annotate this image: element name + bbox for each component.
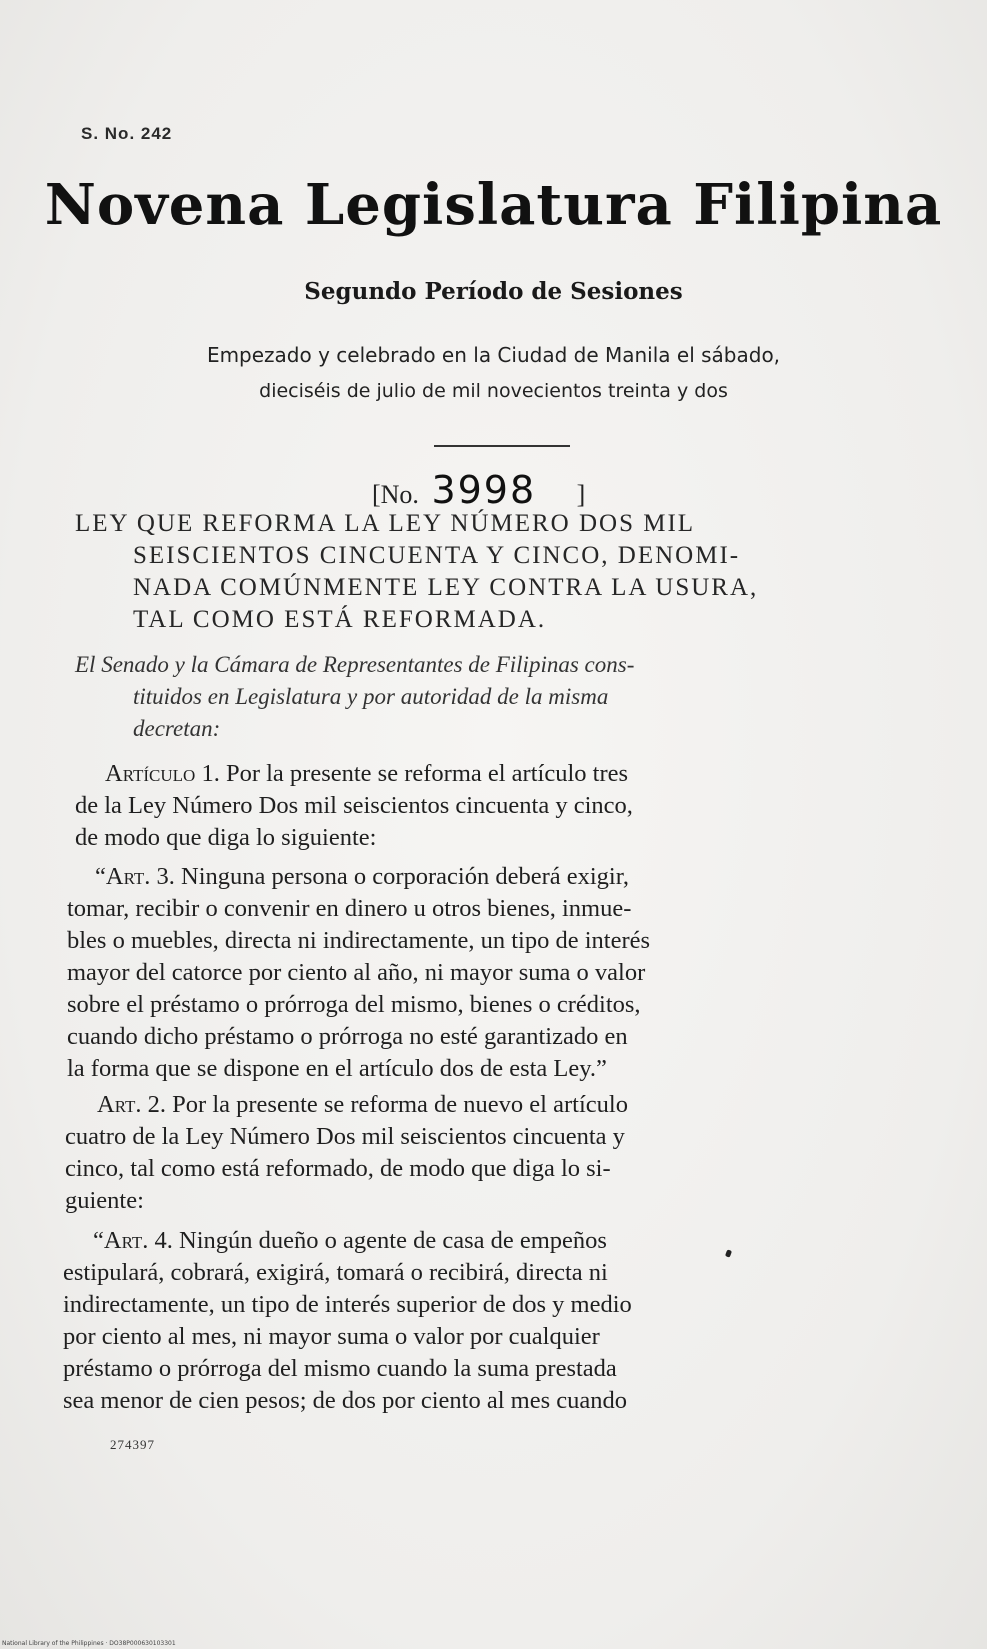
- session-intro-line-2: dieciséis de julio de mil novecientos treinta y dos: [259, 380, 728, 402]
- art-3-line: cuando dicho préstamo o prórroga no esté garantizado en: [67, 1023, 628, 1050]
- enacting-clause-line: tituidos en Legislatura y por autoridad de la misma: [133, 684, 609, 709]
- article-2-label: Art. 2.: [97, 1091, 167, 1118]
- law-number-value: 3998: [431, 468, 537, 512]
- art-4-line: estipulará, cobrará, exigirá, tomará o recibirá, directa ni: [63, 1259, 608, 1286]
- enacting-clause-line: El Senado y la Cámara de Representantes de Filipinas cons-: [75, 652, 635, 677]
- article-2-line: guiente:: [65, 1187, 144, 1214]
- art-3-line: mayor del catorce por ciento al año, ni mayor suma o valor: [67, 959, 646, 986]
- legislature-title: Novena Legislatura Filipina: [44, 172, 943, 238]
- article-1-label: Artículo 1.: [105, 760, 220, 787]
- divider-rule: [434, 445, 570, 447]
- print-number: 274397: [110, 1437, 155, 1452]
- art-4-line: sea menor de cien pesos; de dos por ciento al mes cuando: [63, 1387, 628, 1414]
- law-title-line: SEISCIENTOS CINCUENTA Y CINCO, DENOMI-: [133, 542, 741, 569]
- law-title-line: LEY QUE REFORMA LA LEY NÚMERO DOS MIL: [75, 510, 696, 537]
- scan-credit: National Library of the Philippines · DO38P000630103301: [2, 1640, 176, 1647]
- art-4-line: indirectamente, un tipo de interés superior de dos y medio: [63, 1291, 632, 1318]
- article-1-line: Artículo 1. Por la presente se reforma el artículo tres: [105, 760, 629, 787]
- art-3-line: tomar, recibir o convenir en dinero u otros bienes, inmue-: [67, 895, 632, 922]
- law-number-prefix: [No.: [372, 480, 419, 509]
- law-number: [372, 468, 585, 512]
- art-4-line: “Art. 4. Ningún dueño o agente de casa de empeños: [93, 1227, 607, 1254]
- law-title-line: NADA COMÚNMENTE LEY CONTRA LA USURA,: [133, 574, 759, 601]
- law-title-line: TAL COMO ESTÁ REFORMADA.: [133, 606, 547, 633]
- enacting-clause-line: decretan:: [133, 716, 221, 741]
- session-intro-line-1: Empezado y celebrado en la Ciudad de Manila el sábado,: [206, 343, 781, 367]
- senate-bill-number: S. No. 242: [81, 124, 173, 143]
- article-1-line: de la Ley Número Dos mil seiscientos cincuenta y cinco,: [75, 792, 633, 819]
- art-4-line: por ciento al mes, ni mayor suma o valor por cualquier: [63, 1323, 600, 1350]
- art-4-line: préstamo o prórroga del mismo cuando la suma prestada: [63, 1355, 617, 1382]
- art-3-line: sobre el préstamo o prórroga del mismo, bienes o créditos,: [67, 991, 641, 1018]
- art-3-line: la forma que se dispone en el artículo dos de esta Ley.”: [67, 1055, 607, 1082]
- art-3-label: “Art. 3.: [95, 863, 175, 890]
- art-4-label: “Art. 4.: [93, 1227, 173, 1254]
- article-1-line: de modo que diga lo siguiente:: [75, 824, 377, 851]
- art-3-line: bles o muebles, directa ni indirectamente, un tipo de interés: [67, 927, 651, 954]
- session-subtitle: Segundo Período de Sesiones: [304, 278, 683, 305]
- article-2-line: cuatro de la Ley Número Dos mil seiscientos cincuenta y: [65, 1123, 625, 1150]
- law-number-suffix: ]: [576, 480, 586, 509]
- ink-speck: [725, 1249, 732, 1257]
- article-2-line: cinco, tal como está reformado, de modo que diga lo si-: [65, 1155, 611, 1182]
- art-3-line: “Art. 3. Ninguna persona o corporación deberá exigir,: [95, 863, 630, 890]
- article-2-line: Art. 2. Por la presente se reforma de nuevo el artículo: [97, 1091, 628, 1118]
